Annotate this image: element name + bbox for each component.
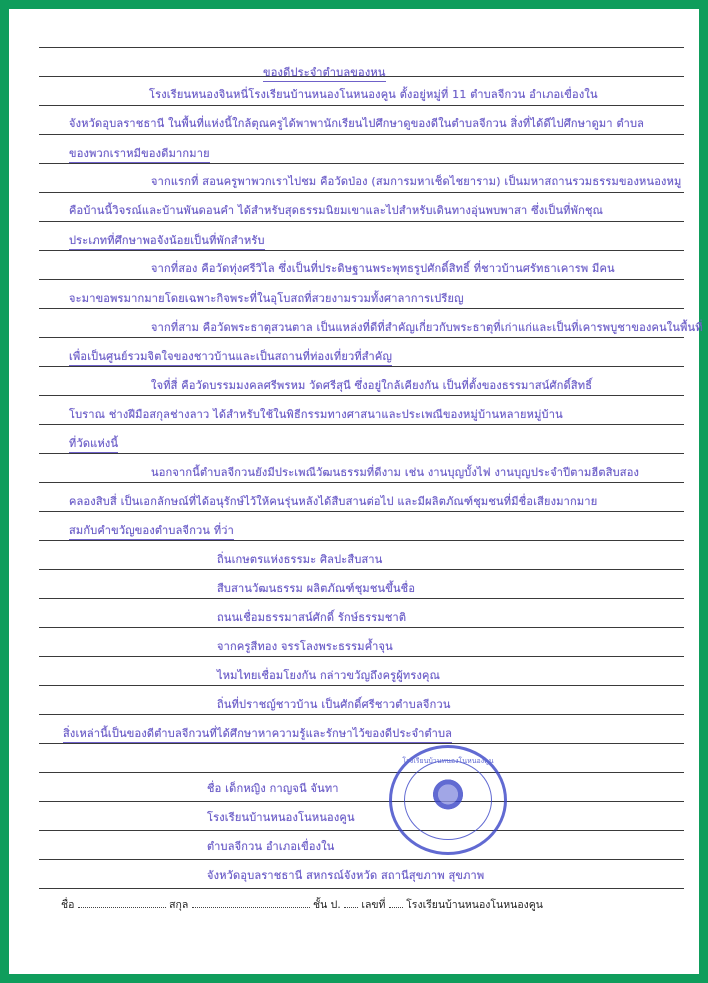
ruled-line	[39, 308, 684, 309]
ruled-line	[39, 366, 684, 367]
seal-text: โรงเรียนบ้านหนองโนหนองคูน	[402, 757, 494, 765]
essay-line: สมกับคำขวัญของตำบลจีกวน ที่ว่า	[69, 521, 234, 540]
seal-emblem-icon	[430, 776, 466, 822]
ruled-line	[39, 511, 684, 512]
essay-line: คลองสิบสี่ เป็นเอกลักษณ์ที่ได้อนุรักษ์ไว้ให้คนรุ่นหลังได้สืบสานต่อไป และมีผลิตภัณฑ์ชุมชนที่มีชื่อเสียงมากมาย	[69, 495, 598, 508]
ruled-line	[39, 482, 684, 483]
footer-fields	[61, 896, 543, 913]
ruled-line	[39, 250, 684, 251]
ruled-line	[39, 743, 684, 744]
signature-line: จังหวัดอุบลราชธานี สหกรณ์จังหวัด สถานีสุขภาพ สุขภาพ	[207, 869, 485, 882]
ruled-line	[39, 337, 684, 338]
ruled-line	[39, 221, 684, 222]
school-name: โรงเรียนบ้านหนองโนหนองคูน	[406, 899, 543, 911]
ruled-line	[39, 627, 684, 628]
essay-line: ที่วัดแห่งนี้	[69, 434, 118, 453]
class-blank[interactable]	[344, 899, 358, 908]
essay-line: นอกจากนี้ตำบลจีกวนยังมีประเพณีวัฒนธรรมที่ดีงาม เช่น งานบุญบั้งไฟ งานบุญประจำปีตามฮีตสิบสอง	[151, 466, 640, 479]
ruled-line	[39, 192, 684, 193]
name-blank[interactable]	[78, 899, 166, 908]
essay-line: โบราณ ช่างฝีมือสกุลช่างลาว ได้สำหรับใช้ในพิธีกรรมทางศาสนาและประเพณีของหมู่บ้านหลายหมู่บ้าน	[69, 408, 563, 421]
essay-line: จากที่สาม คือวัดพระธาตุสวนตาล เป็นแหล่งที่ดีที่สำคัญเกี่ยวกับพระธาตุที่เก่าแก่และเป็นที่เคารพบูชาของคนในพื้นที่	[151, 321, 703, 334]
motto-line: จากครูสีทอง จรรโลงพระธรรมค้ำจุน	[217, 640, 393, 653]
ruled-line	[39, 859, 684, 860]
ruled-line	[39, 772, 684, 773]
ruled-line	[39, 540, 684, 541]
ruled-line	[39, 685, 684, 686]
motto-line: ถนนเชื่อมธรรมาสน์ศักดิ์ รักษ์ธรรมชาติ	[217, 611, 407, 624]
name-label: ชื่อ	[61, 899, 75, 911]
essay-line: ประเภทที่ศึกษาพอจังน้อยเป็นที่พักสำหรับ	[69, 231, 265, 250]
ruled-line	[39, 569, 684, 570]
motto-line: สืบสานวัฒนธรรม ผลิตภัณฑ์ชุมชนขึ้นชื่อ	[217, 582, 416, 595]
ruled-line	[39, 598, 684, 599]
motto-line: ไหมไทยเชื่อมโยงกัน กล่าวขวัญถึงครูผู้ทรงคุณ	[217, 669, 441, 682]
signature-line: ชื่อ เด็กหญิง กาญจนี จันทา	[207, 782, 339, 795]
essay-line: สิ่งเหล่านี้เป็นของดีตำบลจีกวนที่ได้ศึกษาหาความรู้และรักษาไว้ของดีประจำตำบล	[63, 724, 452, 743]
motto-line: ถิ่นเกษตรแห่งธรรมะ ศิลปะสืบสาน	[217, 553, 383, 566]
number-blank[interactable]	[389, 899, 403, 908]
essay-title: ของดีประจำตำบลของหน	[263, 63, 386, 82]
essay-line: จะมาขอพรมากมายโดยเฉพาะกิจพระที่ในอุโบสถที่สวยงามรวมทั้งศาลาการเปรียญ	[69, 292, 464, 305]
essay-line: จากที่สอง คือวัดทุ่งศรีวิไล ซึ่งเป็นที่ประดิษฐานพระพุทธรูปศักดิ์สิทธิ์ ที่ชาวบ้านศรัทธาเคารพ มีคน	[151, 262, 615, 275]
essay-line: จากแรกที่ สอนครูพาพวกเราไปชม คือวัดป่อง (สมการมหาเช็ดไชยาราม) เป็นมหาสถานรวมธรรมของหนองหมู	[151, 175, 682, 188]
essay-line: จังหวัดอุบลราชธานี ในพื้นที่แห่งนี้ใกล้ตุณครูได้พาพานักเรียนไปศึกษาดูของดีในตำบลจีกวน สิ่งที่ได้ดีไปศึกษาดูมา ตำบล	[69, 117, 645, 130]
ruled-line	[39, 801, 684, 802]
surname-blank[interactable]	[192, 899, 310, 908]
ruled-line	[39, 105, 684, 106]
ruled-line	[39, 656, 684, 657]
number-label: เลขที่	[361, 899, 386, 911]
essay-line: โรงเรียนหนองจินหนี่โรงเรียนบ้านหนองโนหนองคูน ตั้งอยู่หมู่ที่ 11 ตำบลจีกวน อำเภอเขื่องใน	[149, 88, 598, 101]
ruled-line	[39, 424, 684, 425]
essay-line: ใจที่สี่ คือวัดบรรมมงคลศรีพรหม วัดศรีสุนี ซึ่งอยู่ใกล้เคียงกัน เป็นที่ตั้งของธรรมาสน์ศักดิ์สิทธิ์	[151, 379, 593, 392]
essay-line: เพื่อเป็นศูนย์รวมจิตใจของชาวบ้านและเป็นสถานที่ท่องเที่ยวที่สำคัญ	[69, 347, 392, 366]
ruled-line	[39, 830, 684, 831]
ruled-line	[39, 47, 684, 48]
ruled-line	[39, 395, 684, 396]
ruled-line	[39, 888, 684, 889]
school-seal	[389, 745, 507, 855]
class-label: ชั้น ป.	[313, 899, 341, 911]
worksheet-page	[9, 9, 703, 974]
ruled-line	[39, 714, 684, 715]
signature-line: โรงเรียนบ้านหนองโนหนองคูน	[207, 811, 355, 824]
surname-label: สกุล	[169, 899, 189, 911]
essay-line: คือบ้านนี้วิจรณ์และบ้านพันดอนคำ ได้สำหรับสุดธรรมนิยมเขาและไปสำหรับเดินทางอุ่นพบพาสา ซึ่งเป็นที่พักชุณ	[69, 204, 604, 217]
ruled-line	[39, 453, 684, 454]
ruled-line	[39, 163, 684, 164]
ruled-line	[39, 279, 684, 280]
essay-line: ของพวกเราหมีของดีมากมาย	[69, 144, 210, 163]
signature-line: ตำบลจีกวน อำเภอเขื่องใน	[207, 840, 335, 853]
ruled-line	[39, 134, 684, 135]
motto-line: ถิ่นที่ปราชญ์ชาวบ้าน เป็นศักดิ์ศรีชาวตำบลจีกวน	[217, 698, 451, 711]
